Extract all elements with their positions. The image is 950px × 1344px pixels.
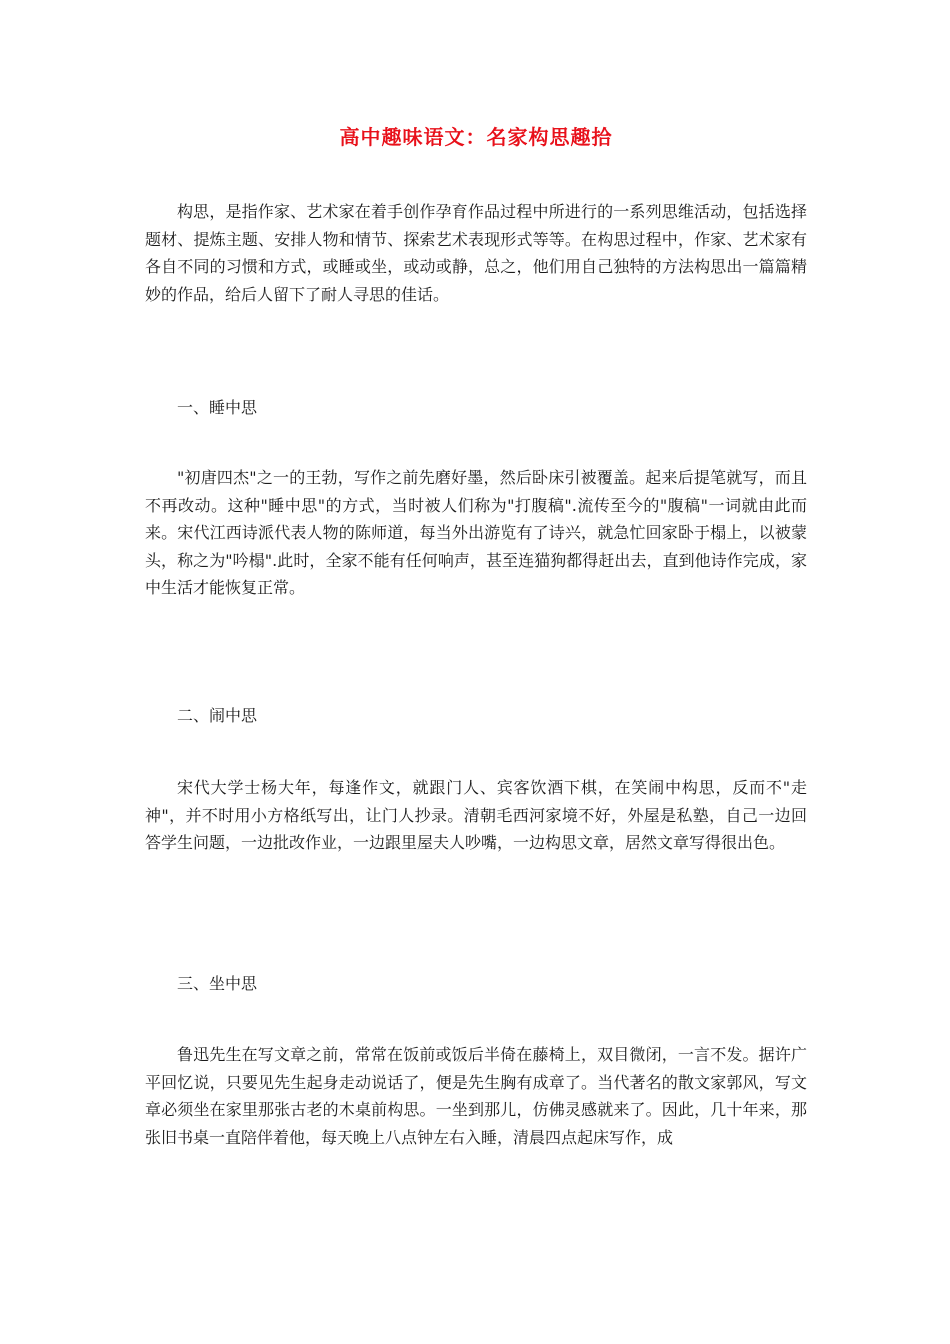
section-body-noise: 宋代大学士杨大年，每逢作文，就跟门人、宾客饮酒下棋，在笑闹中构思，反而不"走神"，并不时用小方格纸写出，让门人抄录。清朝毛西河家境不好，外屋是私塾，自己一边回答学生问题，一边批改作业，一边跟里屋夫人吵嘴，一边构思文章，居然文章写得很出色。 xyxy=(145,778,807,853)
section-heading-sleep: 一、睡中思 xyxy=(177,398,258,417)
document-title: 高中趣味语文：名家构思趣拾 xyxy=(339,125,613,149)
intro-paragraph: 构思，是指作家、艺术家在着手创作孕育作品过程中所进行的一系列思维活动，包括选择题材、提炼主题、安排人物和情节、探索艺术表现形式等等。在构思过程中，作家、艺术家有各自不同的习惯和方式，或睡或坐，或动或静，总之，他们用自己独特的方法构思出一篇篇精妙的作品，给后人留下了耐人寻思的佳话。 xyxy=(145,202,807,304)
section-heading-sit: 三、坐中思 xyxy=(177,974,258,993)
section-body-sleep: "初唐四杰"之一的王勃，写作之前先磨好墨，然后卧床引被覆盖。起来后提笔就写，而且不再改动。这种"睡中思"的方式，当时被人们称为"打腹稿".流传至今的"腹稿"一词就由此而来。宋代江西诗派代表人物的陈师道，每当外出游览有了诗兴，就急忙回家卧于榻上，以被蒙头，称之为"吟榻".此时，全家不能有任何响声，甚至连猫狗都得赶出去，直到他诗作完成，家中生活才能恢复正常。 xyxy=(145,468,807,598)
section-heading-noise: 二、闹中思 xyxy=(177,706,258,725)
section-body-sit: 鲁迅先生在写文章之前，常常在饭前或饭后半倚在藤椅上，双目微闭，一言不发。据许广平回忆说，只要见先生起身走动说话了，便是先生胸有成章了。当代著名的散文家郭风，写文章必须坐在家里那张古老的木桌前构思。一坐到那儿，仿佛灵感就来了。因此，几十年来，那张旧书桌一直陪伴着他，每天晚上八点钟左右入睡，清晨四点起床写作，成 xyxy=(145,1045,807,1147)
